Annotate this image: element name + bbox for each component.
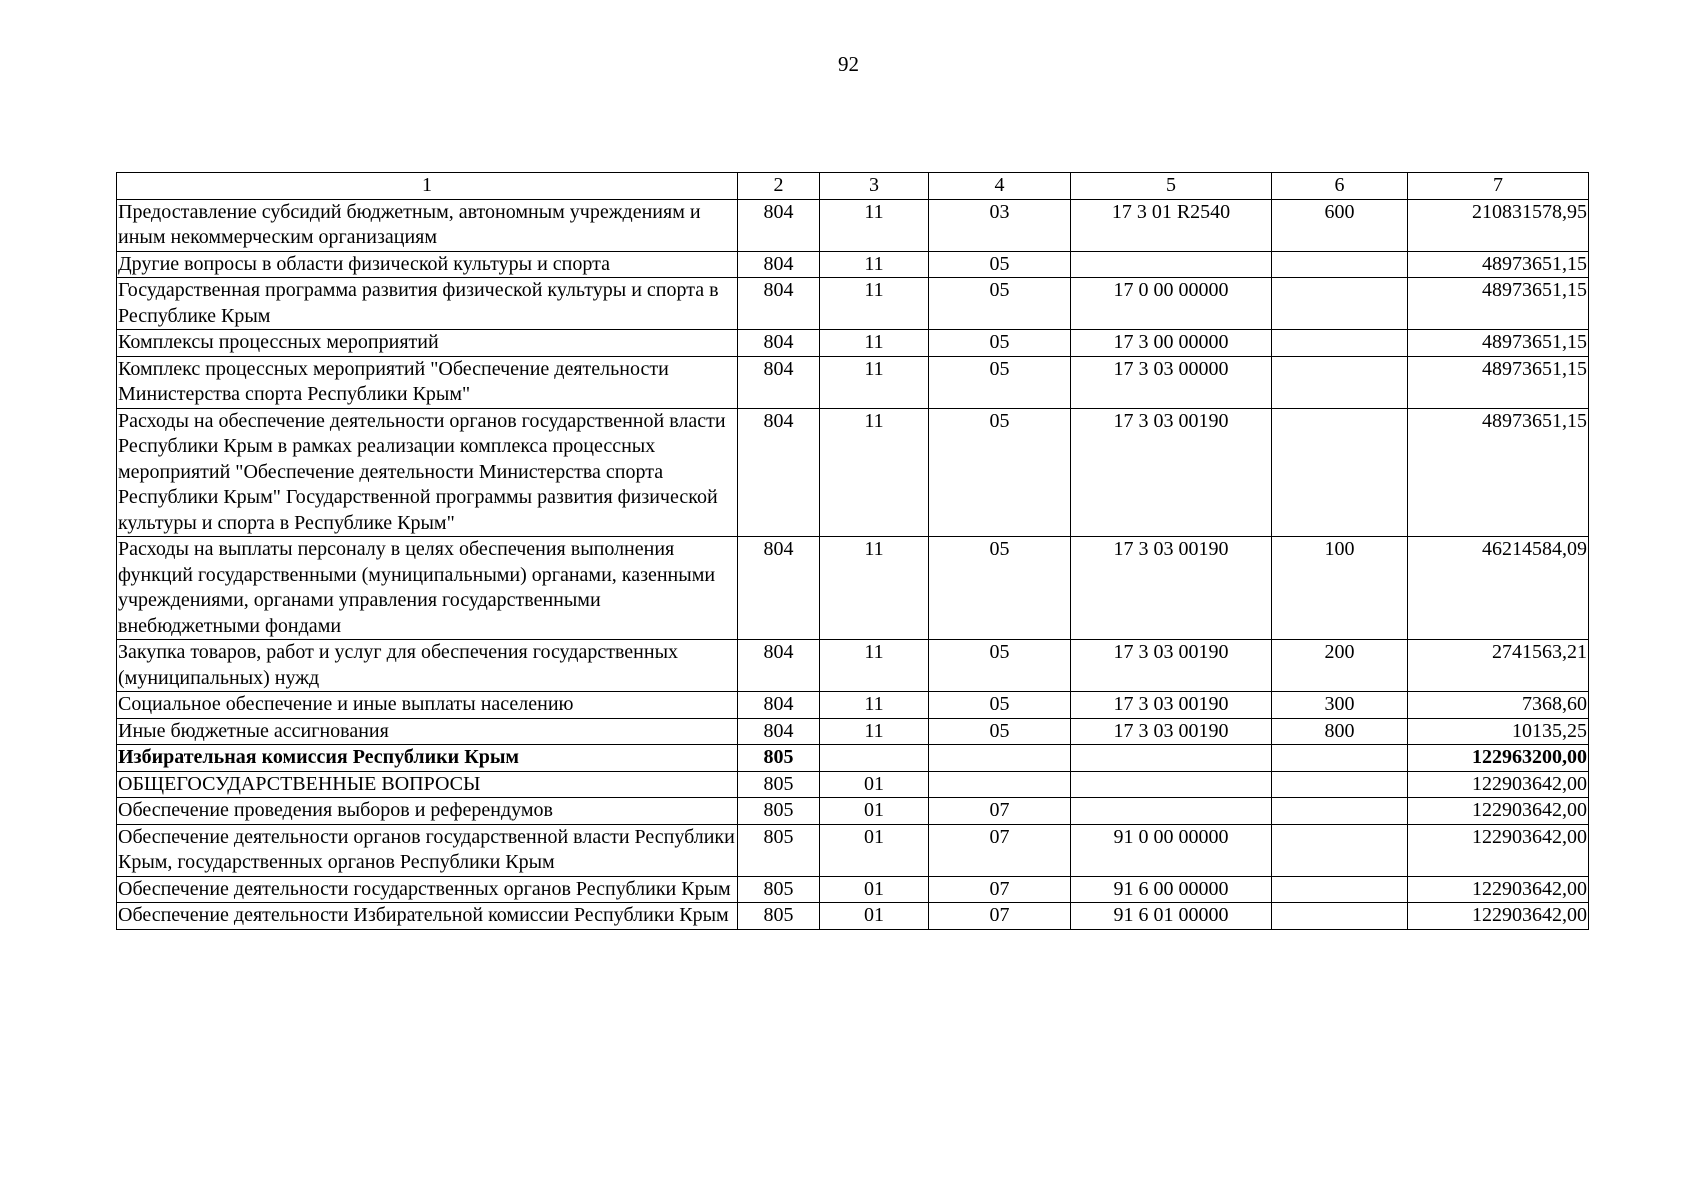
subsection-code-cell: 05 [929,251,1071,278]
section-code-cell: 01 [820,824,929,876]
amount-cell: 48973651,15 [1408,251,1589,278]
column-header: 1 [117,173,738,200]
table-row [117,251,1589,278]
ministry-code-cell: 804 [738,278,820,330]
subsection-code-cell: 05 [929,330,1071,357]
expense-type-cell: 300 [1272,692,1408,719]
ministry-code-cell: 804 [738,718,820,745]
target-article-cell: 17 0 00 00000 [1071,278,1272,330]
section-code-cell: 11 [820,251,929,278]
subsection-code-cell: 05 [929,718,1071,745]
target-article-cell [1071,771,1272,798]
section-code-cell: 11 [820,408,929,537]
expense-type-cell [1272,408,1408,537]
budget-table [116,172,1589,930]
column-header: 5 [1071,173,1272,200]
ministry-code-cell: 804 [738,356,820,408]
table-row [117,745,1589,772]
amount-cell: 48973651,15 [1408,408,1589,537]
amount-cell: 122903642,00 [1408,876,1589,903]
table-row [117,903,1589,930]
ministry-code-cell: 804 [738,330,820,357]
amount-cell: 10135,25 [1408,718,1589,745]
target-article-cell: 17 3 01 R2540 [1071,199,1272,251]
subsection-code-cell [929,771,1071,798]
column-header: 7 [1408,173,1589,200]
section-code-cell: 11 [820,718,929,745]
table-body [117,199,1589,929]
expense-type-cell [1272,798,1408,825]
section-code-cell: 11 [820,356,929,408]
row-name-cell: Обеспечение деятельности государственных органов Республики Крым [117,876,738,903]
expense-type-cell [1272,356,1408,408]
row-name-cell: Комплексы процессных мероприятий [117,330,738,357]
amount-cell: 48973651,15 [1408,278,1589,330]
subsection-code-cell: 03 [929,199,1071,251]
subsection-code-cell: 07 [929,798,1071,825]
amount-cell: 122903642,00 [1408,903,1589,930]
expense-type-cell [1272,771,1408,798]
section-code-cell: 01 [820,903,929,930]
amount-cell: 48973651,15 [1408,356,1589,408]
target-article-cell: 91 6 00 00000 [1071,876,1272,903]
table-row [117,771,1589,798]
section-code-cell: 01 [820,771,929,798]
subsection-code-cell [929,745,1071,772]
expense-type-cell [1272,330,1408,357]
column-header: 6 [1272,173,1408,200]
expense-type-cell [1272,745,1408,772]
row-name-cell: Избирательная комиссия Республики Крым [117,745,738,772]
row-name-cell: Предоставление субсидий бюджетным, автономным учреждениям и иным некоммерческим организациям [117,199,738,251]
table-row [117,330,1589,357]
subsection-code-cell: 05 [929,356,1071,408]
ministry-code-cell: 805 [738,771,820,798]
expense-type-cell [1272,278,1408,330]
column-header: 3 [820,173,929,200]
subsection-code-cell: 05 [929,408,1071,537]
row-name-cell: Расходы на обеспечение деятельности органов государственной власти Республики Крым в рамках реализации комплекса процессных мероприятий "Обеспечение деятельности Министерства спорта Республики Крым" Государственной программы развития физической культуры и спорта в Республике Крым" [117,408,738,537]
amount-cell: 46214584,09 [1408,537,1589,640]
ministry-code-cell: 805 [738,876,820,903]
row-name-cell: ОБЩЕГОСУДАРСТВЕННЫЕ ВОПРОСЫ [117,771,738,798]
ministry-code-cell: 804 [738,199,820,251]
row-name-cell: Обеспечение деятельности Избирательной комиссии Республики Крым [117,903,738,930]
row-name-cell: Другие вопросы в области физической культуры и спорта [117,251,738,278]
ministry-code-cell: 805 [738,745,820,772]
target-article-cell: 91 6 01 00000 [1071,903,1272,930]
expense-type-cell: 100 [1272,537,1408,640]
ministry-code-cell: 805 [738,903,820,930]
section-code-cell: 01 [820,798,929,825]
row-name-cell: Социальное обеспечение и иные выплаты населению [117,692,738,719]
table-row [117,408,1589,537]
section-code-cell: 11 [820,537,929,640]
table-row [117,692,1589,719]
table-row [117,278,1589,330]
subsection-code-cell: 05 [929,640,1071,692]
target-article-cell: 17 3 00 00000 [1071,330,1272,357]
table-row [117,718,1589,745]
subsection-code-cell: 05 [929,537,1071,640]
row-name-cell: Расходы на выплаты персоналу в целях обеспечения выполнения функций государственными (муниципальными) органами, казенными учреждениями, органами управления государственными внебюджетными фондами [117,537,738,640]
section-code-cell: 11 [820,640,929,692]
row-name-cell: Закупка товаров, работ и услуг для обеспечения государственных (муниципальных) нужд [117,640,738,692]
target-article-cell: 17 3 03 00000 [1071,356,1272,408]
expense-type-cell: 600 [1272,199,1408,251]
table-row [117,824,1589,876]
amount-cell: 122963200,00 [1408,745,1589,772]
expense-type-cell [1272,251,1408,278]
row-name-cell: Обеспечение деятельности органов государственной власти Республики Крым, государственных органов Республики Крым [117,824,738,876]
target-article-cell: 17 3 03 00190 [1071,640,1272,692]
subsection-code-cell: 07 [929,876,1071,903]
subsection-code-cell: 07 [929,824,1071,876]
row-name-cell: Обеспечение проведения выборов и референдумов [117,798,738,825]
column-header: 4 [929,173,1071,200]
row-name-cell: Государственная программа развития физической культуры и спорта в Республике Крым [117,278,738,330]
page-number: 92 [838,52,859,76]
amount-cell: 122903642,00 [1408,771,1589,798]
target-article-cell: 17 3 03 00190 [1071,718,1272,745]
subsection-code-cell: 05 [929,692,1071,719]
target-article-cell: 91 0 00 00000 [1071,824,1272,876]
section-code-cell: 11 [820,278,929,330]
ministry-code-cell: 804 [738,692,820,719]
table-row [117,537,1589,640]
ministry-code-cell: 804 [738,408,820,537]
header-row [117,173,1589,200]
target-article-cell [1071,251,1272,278]
expense-type-cell: 200 [1272,640,1408,692]
target-article-cell [1071,745,1272,772]
expense-type-cell [1272,824,1408,876]
target-article-cell: 17 3 03 00190 [1071,408,1272,537]
subsection-code-cell: 07 [929,903,1071,930]
amount-cell: 210831578,95 [1408,199,1589,251]
expense-type-cell [1272,903,1408,930]
row-name-cell: Иные бюджетные ассигнования [117,718,738,745]
section-code-cell: 11 [820,692,929,719]
table-row [117,199,1589,251]
ministry-code-cell: 804 [738,537,820,640]
section-code-cell: 01 [820,876,929,903]
table-row [117,356,1589,408]
section-code-cell: 11 [820,330,929,357]
section-code-cell: 11 [820,199,929,251]
table-row [117,876,1589,903]
column-header: 2 [738,173,820,200]
subsection-code-cell: 05 [929,278,1071,330]
row-name-cell: Комплекс процессных мероприятий "Обеспечение деятельности Министерства спорта Республики Крым" [117,356,738,408]
expense-type-cell: 800 [1272,718,1408,745]
ministry-code-cell: 804 [738,640,820,692]
table-row [117,640,1589,692]
amount-cell: 2741563,21 [1408,640,1589,692]
amount-cell: 122903642,00 [1408,824,1589,876]
target-article-cell [1071,798,1272,825]
amount-cell: 48973651,15 [1408,330,1589,357]
ministry-code-cell: 805 [738,824,820,876]
table-header [117,173,1589,200]
expense-type-cell [1272,876,1408,903]
table-row [117,798,1589,825]
amount-cell: 122903642,00 [1408,798,1589,825]
target-article-cell: 17 3 03 00190 [1071,692,1272,719]
section-code-cell [820,745,929,772]
amount-cell: 7368,60 [1408,692,1589,719]
target-article-cell: 17 3 03 00190 [1071,537,1272,640]
ministry-code-cell: 804 [738,251,820,278]
ministry-code-cell: 805 [738,798,820,825]
